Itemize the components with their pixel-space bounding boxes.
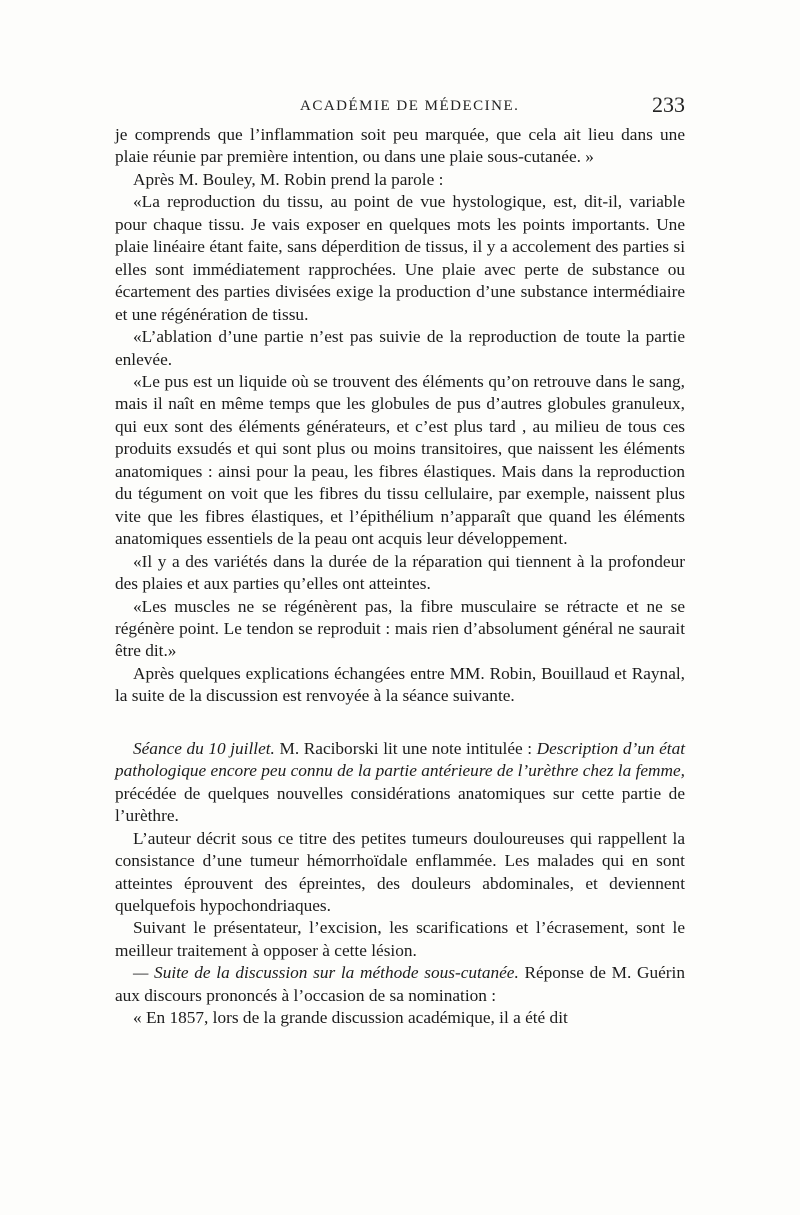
seance-text-2: précédée de quelques nouvelles considérations anatomiques sur cette partie de l’urèthre. bbox=[115, 783, 685, 826]
page-body bbox=[115, 124, 685, 1030]
seance-title: Description d’un état pathologique encore peu connu de la partie antérieure de l’urèthre chez la femme, bbox=[115, 738, 686, 781]
paragraph-reproduction: «La reproduction du tissu, au point de vue hystologique, est, dit-il, variable pour chaque tissu. Je vais exposer en quelques mots les points importants. Une plaie linéaire étant faite, sans déperdition de tissus, il y a accolement des parties si elles sont immédiatement rapprochées. Une plaie avec perte de substance ou écartement des parties divisées exige la production d’une substance intermédiaire et une régénération de tissu. bbox=[115, 192, 685, 324]
paragraph-last-line: « En 1857, lors de la grande discussion académique, il a été dit bbox=[133, 1008, 568, 1028]
paragraph-robin-intro: Après M. Bouley, M. Robin prend la parole : bbox=[133, 169, 444, 189]
paragraph-conclusion: Après quelques explications échangées entre MM. Robin, Bouillaud et Raynal, la suite de la discussion est renvoyée à la séance suivante. bbox=[115, 663, 685, 706]
paragraph-auteur: L’auteur décrit sous ce titre des petites tumeurs douloureuses qui rappellent la consistance d’une tumeur hémorrhoïdale enflammée. Les malades qui en sont atteintes éprouvent des épreintes, des douleurs abdominales, et deviennent quelquefois hypochondriaques. bbox=[115, 828, 685, 915]
seance-text-1: M. Raciborski lit une note intitulée : bbox=[274, 738, 537, 758]
paragraph-varietes: «Il y a des variétés dans la durée de la réparation qui tiennent à la profondeur des plaies et aux parties qu’elles ont atteintes. bbox=[115, 551, 685, 594]
paragraph-seance bbox=[115, 738, 685, 828]
running-head: ACADÉMIE DE MÉDECINE. bbox=[300, 98, 520, 114]
page-header bbox=[115, 92, 685, 122]
paragraph-muscles: «Les muscles ne se régénèrent pas, la fibre musculaire se rétracte et ne se régénère point. Le tendon se reproduit : mais rien d’absolument général ne saurait être dit.» bbox=[115, 596, 685, 661]
section-gap bbox=[115, 708, 685, 738]
paragraph-suite bbox=[115, 962, 685, 1007]
paragraph-pus: «Le pus est un liquide où se trouvent des éléments qu’on retrouve dans le sang, mais il naît en même temps que les globules de pus d’autres globules granuleux, qui eux sont des éléments générateurs, et c’est plus tard , au milieu de tous ces produits exsudés et qui sont plus ou moins transitoires, que naissent les éléments anatomiques : ainsi pour la peau, les fibres élastiques. Mais dans la reproduction du tégument on voit que les fibres du tissu cellulaire, par exemple, naissent plus vite que les fibres élastiques, et l’épithélium n’apparaît que quand les éléments anatomiques essentiels de la peau ont acquis leur développement. bbox=[115, 371, 685, 549]
suite-heading: — Suite de la discussion sur la méthode sous-cutanée. bbox=[133, 963, 519, 983]
suite-text: Réponse de M. Guérin aux discours prononcés à l’occasion de sa nomination : bbox=[115, 963, 685, 1005]
paragraph-ablation: «L’ablation d’une partie n’est pas suivie de la reproduction de toute la partie enlevée. bbox=[115, 327, 685, 369]
paragraph-presentateur: Suivant le présentateur, l’excision, les scarifications et l’écrasement, sont le meilleur traitement à opposer à cette lésion. bbox=[115, 918, 685, 960]
paragraph-continuation: je comprends que l’inflammation soit peu marquée, que cela ait lieu dans une plaie réunie par première intention, ou dans une plaie sous-cutanée. » bbox=[115, 125, 685, 167]
page-number: 233 bbox=[652, 92, 685, 117]
seance-date: Séance du 10 juillet. bbox=[133, 738, 275, 758]
